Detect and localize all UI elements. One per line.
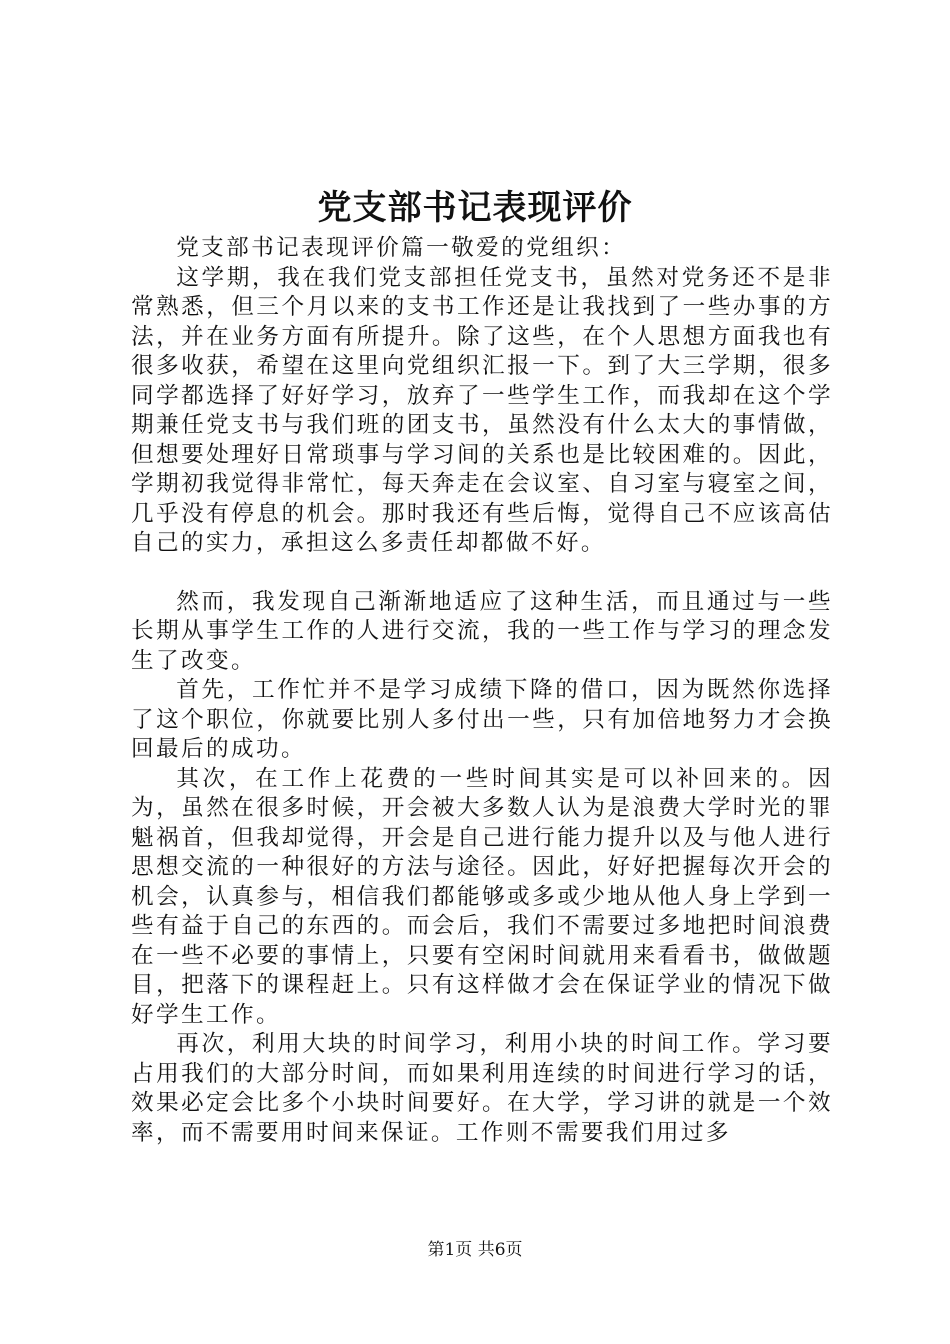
paragraph-however: 然而，我发现自己渐渐地适应了这种生活，而且通过与一些长期从事学生工作的人进行交流，我的一些工作与学习的理念发生了改变。: [131, 588, 833, 674]
paragraph-second: 其次，在工作上花费的一些时间其实是可以补回来的。因为，虽然在很多时候，开会被大多数人认为是浪费大学时光的罪魁祸首，但我却觉得，开会是自己进行能力提升以及与他人进行思想交流的一种很好的方法与途径。因此，好好把握每次开会的机会，认真参与，相信我们都能够或多或少地从他人身上学到一些有益于自己的东西的。而会后，我们不需要过多地把时间浪费在一些不必要的事情上，只要有空闲时间就用来看看书，做做题目，把落下的课程赶上。只有这样做才会在保证学业的情况下做好学生工作。: [131, 765, 833, 1028]
paragraph-third: 再次，利用大块的时间学习，利用小块的时间工作。学习要占用我们的大部分时间，而如果利用连续的时间进行学习的话，效果必定会比多个小块时间要好。在大学，学习讲的就是一个效率，而不需要用时间来保证。工作则不需要我们用过多: [131, 1031, 833, 1146]
paragraph-first: 首先，工作忙并不是学习成绩下降的借口，因为既然你选择了这个职位，你就要比别人多付出一些，只有加倍地努力才会换回最后的成功。: [131, 677, 833, 762]
document-body: [131, 234, 833, 1148]
document-title: 党支部书记表现评价: [317, 188, 633, 228]
paragraph-salutation: 党支部书记表现评价篇一敬爱的党组织：: [176, 235, 627, 261]
paragraph-intro: 这学期，我在我们党支部担任党支书，虽然对党务还不是非常熟悉，但三个月以来的支书工作还是让我找到了一些办事的方法，并在业务方面有所提升。除了这些，在个人思想方面我也有很多收获，希望在这里向党组织汇报一下。到了大三学期，很多同学都选择了好好学习，放弃了一些学生工作，而我却在这个学期兼任党支书与我们班的团支书，虽然没有什么太大的事情做，但想要处理好日常琐事与学习间的关系也是比较困难的。因此，学期初我觉得非常忙，每天奔走在会议室、自习室与寝室之间，几乎没有停息的机会。那时我还有些后悔，觉得自己不应该高估自己的实力，承担这么多责任却都做不好。: [131, 264, 833, 556]
page-number-footer: 第1页 共6页: [427, 1240, 523, 1260]
